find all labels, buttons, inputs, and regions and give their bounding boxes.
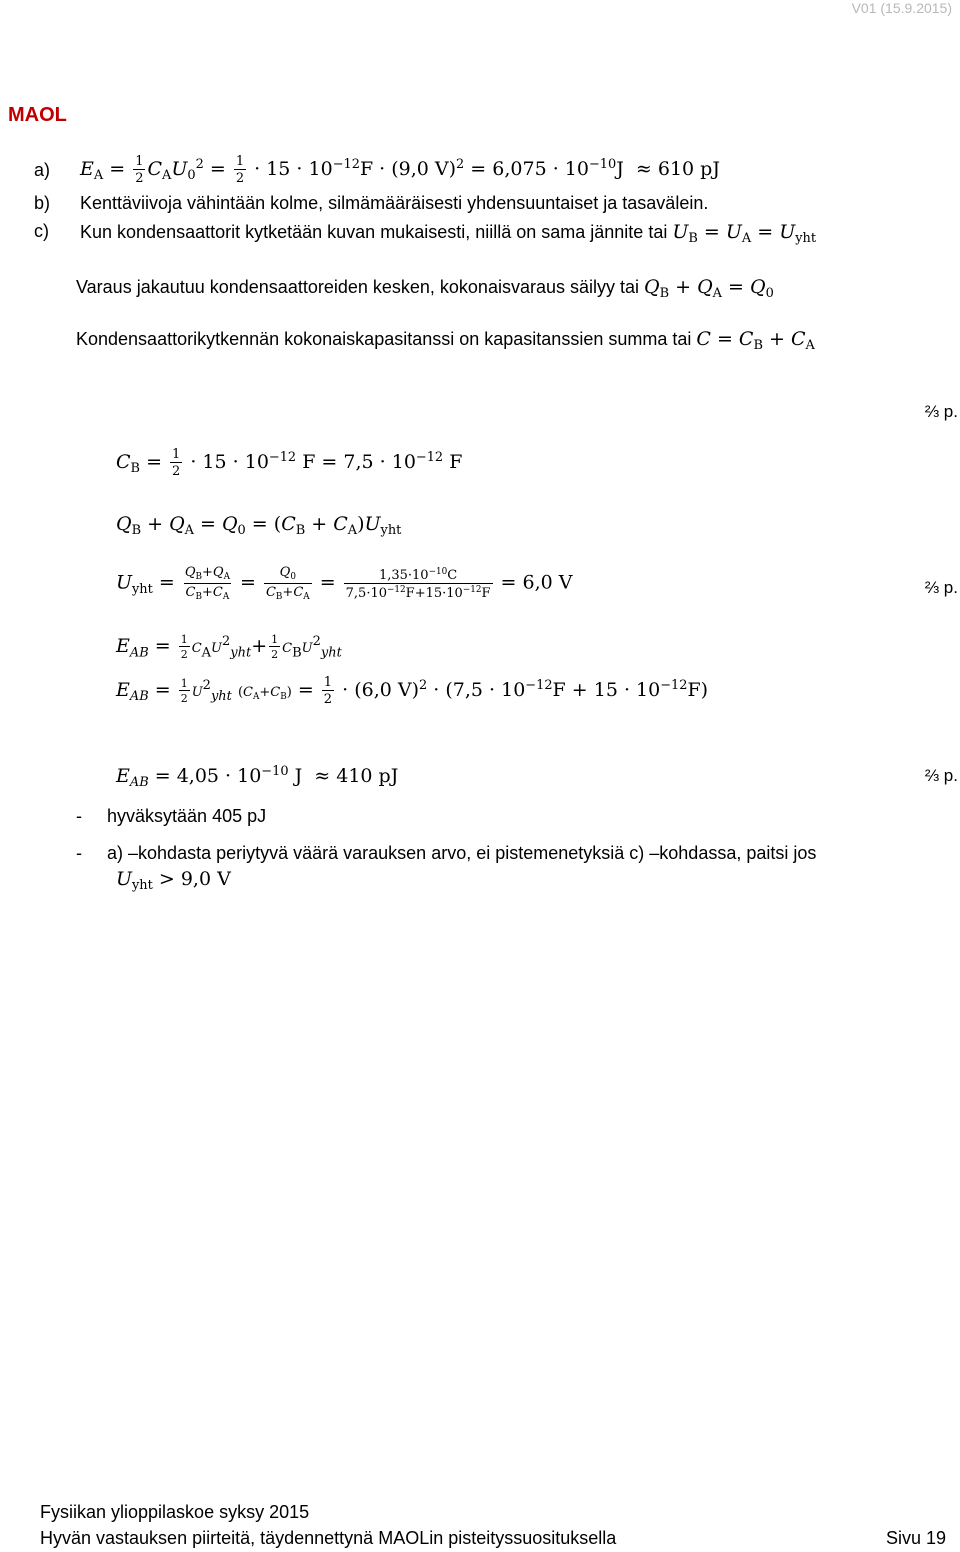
part-c-line3-text: Kondensaattorikytkennän kokonaiskapasitanssi on kapasitanssien summa tai (76, 329, 692, 349)
note-1-text: hyväksytään 405 pJ (107, 806, 267, 826)
footer-line1: Fysiikan ylioppilaskoe syksy 2015 (40, 1502, 310, 1522)
part-c-label: c) (34, 221, 49, 241)
eab-final-result: 410 pJ (336, 765, 399, 788)
footer-line2: Hyvän vastauksen piirteitä, täydennettynä MAOLin pisteityssuosituksella (40, 1528, 617, 1548)
equation-eab-1: $E_{AB}$ = $\frac{1}{2}$ $C_AU^2_{yht}+$ $\frac{1}{2}$ $C_BU^2_{yht}$ (116, 633, 342, 662)
part-b-label: b) (34, 193, 51, 213)
section-title: MAOL (8, 104, 67, 126)
equation-eab-2: $E_{AB}$ = $\frac{1}{2}$ $U^2_{yht}$ $(C_A+C_B)$ = $\frac{1}{2}$ · (6,0 $V)^2 \cdot (7,5 \cdot 10^{-12}F + 15 \cdot 10^{-12}F)$ (116, 675, 709, 707)
note-2-continuation: $U_{yht} > 9,0$ V (116, 868, 231, 894)
part-c-text: Kun kondensaattorit kytketään kuvan mukaisesti, niillä on sama jännite tai (80, 222, 668, 242)
eab-voltage: (6,0 V) (354, 679, 420, 701)
part-a-label: a) (34, 160, 51, 180)
uyht-den-1: 7,5 (345, 585, 367, 601)
note-2-text: a) –kohdasta periytyvä väärä varauksen arvo, ei pistemenetyksiä c) –kohdassa, paitsi jos (107, 843, 817, 863)
equation-uyht: $U_{yht}$ = $\frac{Q_B+Q_A}{C_B+C_A}$ = $\frac{Q_0}{C_B+C_A}$ = $\frac{1,35\cdot 10^{-10}C}{7,5\cdot 10^{-12}F+15\cdot 10^{-12}F}$ = 6,0 V (116, 565, 573, 602)
version-label: V01 (15.9.2015) (851, 0, 952, 16)
note-2-dash: - (76, 843, 82, 863)
part-c-line1: Kun kondensaattorit kytketään kuvan mukaisesti, niillä on sama jännite tai $U_B = U_A = U_{yht}$ (80, 221, 817, 247)
part-c-line2: Varaus jakautuu kondensaattoreiden kesken, kokonaisvaraus säilyy tai $Q_B + Q_A = Q_0$ (76, 276, 774, 302)
equation-charge-sum: $Q_B + Q_A = Q_0 = (C_B + C_A)U_{yht}$ (116, 513, 402, 539)
result-a: 6,075 · 10 (492, 158, 589, 180)
note-1 (76, 806, 266, 827)
formula-a: $E_A$ = $\frac{1}{2}$ $C_AU_0^2$ = $\frac{1}{2}$ · $15 \cdot 10^{-12}F \cdot (9,0$ $V)^2 = 6,075 \cdot 10^{-10}J \approx 610$ pJ (80, 154, 720, 186)
part-c-line2-text: Varaus jakautuu kondensaattoreiden kesken, kokonaisvaraus säilyy tai (76, 277, 640, 297)
cb-result: 7,5 (343, 451, 374, 473)
part-c-line3: Kondensaattorikytkennän kokonaiskapasitanssi on kapasitanssien summa tai $C = C_B + C_A$ (76, 328, 815, 354)
uyht-den-2: 15 (425, 585, 443, 601)
uyht-num: 1,35 (378, 567, 408, 583)
points-2: ⅔ p. (924, 578, 958, 597)
equation-eab-final: $E_{AB} = 4,05 \cdot 10^{-10}$ J ≈ 410 pJ (116, 764, 399, 791)
uyht-result: 6,0 V (522, 571, 573, 594)
eab-cap: (7,5 (445, 679, 483, 701)
result-a-pj: 610 pJ (657, 158, 720, 180)
note-2 (76, 843, 816, 864)
eab-final-value: 4,05 (176, 765, 219, 788)
note-2-cont: > 9,0 V (158, 868, 231, 890)
points-1: ⅔ p. (924, 402, 958, 421)
equation-cb: $C_B$ = $\frac{1}{2}$ · $15 \cdot 10^{-12}$ $F = 7,5 \cdot 10^{-12}$ F (116, 447, 463, 479)
part-b-text: Kenttäviivoja vähintään kolme, silmämääräisesti yhdensuuntaiset ja tasavälein. (80, 193, 709, 213)
note-1-dash: - (76, 806, 82, 826)
points-3: ⅔ p. (924, 766, 958, 785)
page-number: Sivu 19 (885, 1528, 946, 1548)
